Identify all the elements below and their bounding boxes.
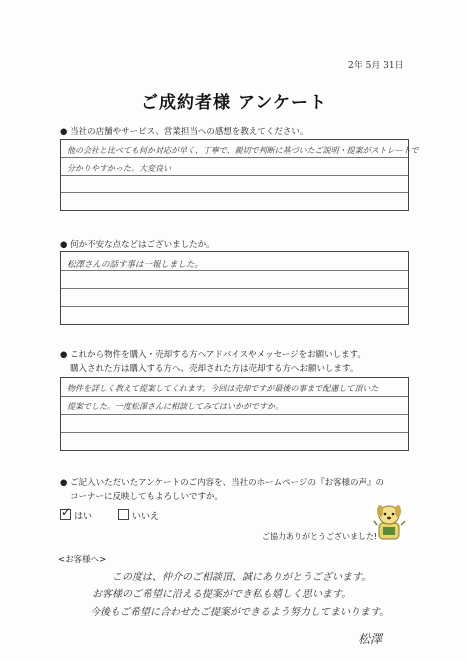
question-1: ● 当社の店舗やサービス、営業担当への感想を教えてください。: [60, 127, 309, 137]
question-3-line-2: 購入された方は購入する方へ、売却された方は売却する方へお願いします。: [70, 364, 359, 374]
comment-label: <お客様へ>: [58, 555, 107, 565]
consent-yes-label: はい: [74, 512, 93, 522]
answer-3-line-1: 物件を詳しく教えて提案してくれます。今回は売却ですが最後の事まで配慮して頂いた: [67, 384, 379, 393]
consent-no-label: いいえ: [132, 512, 160, 522]
answer-3-line-2: 提案でした。一度松澤さんに相談してみてはいかがですか。: [67, 402, 283, 411]
page-title: ご成約者様 アンケート: [141, 93, 327, 113]
survey-date: 2年 5月 31日: [348, 61, 404, 71]
answer-1-line-1: 他の会社と比べても何か対応が早く、丁寧で、親切で判断に基づいたご説明・提案がストレートで: [67, 146, 419, 155]
answer-box-3: [60, 377, 409, 451]
thanks-message: ご協力ありがとうございました!: [262, 532, 378, 541]
answer-box-1: [60, 139, 419, 211]
answer-box-2: [60, 251, 409, 325]
comment-line-2: お客様のご希望に沿える提案ができ私も嬉しく思います。: [92, 589, 352, 600]
answer-1-line-2: 分かりやすかった。大変良い: [67, 164, 171, 173]
question-4-line-1: ● ご記入いただいたアンケートのご内容を、当社のホームページの『お客様の声』の: [60, 478, 384, 488]
question-2: ● 何か不安な点などはございましたか。: [60, 240, 215, 250]
consent-no-option[interactable]: [118, 509, 159, 522]
staff-signature: 松澤: [358, 632, 383, 646]
question-3-line-1: ● これから物件を購入・売却する方へアドバイスやメッセージをお願いします。: [60, 350, 366, 360]
comment-line-3: 今後もご希望に合わせたご提案ができるよう努力してまいります。: [90, 607, 390, 618]
consent-yes-checkbox[interactable]: [60, 509, 71, 520]
answer-2-line-1: 松澤さんの話す事は一報しました。: [67, 260, 204, 270]
consent-yes-option[interactable]: [60, 509, 92, 522]
mascot-dog-icon: [373, 501, 407, 545]
consent-no-checkbox[interactable]: [118, 509, 129, 520]
comment-line-1: この度は、仲介のご相談頂、誠にありがとうございます。: [112, 572, 372, 583]
question-4-line-2: コーナーに反映してもよろしいですか。: [70, 492, 224, 502]
